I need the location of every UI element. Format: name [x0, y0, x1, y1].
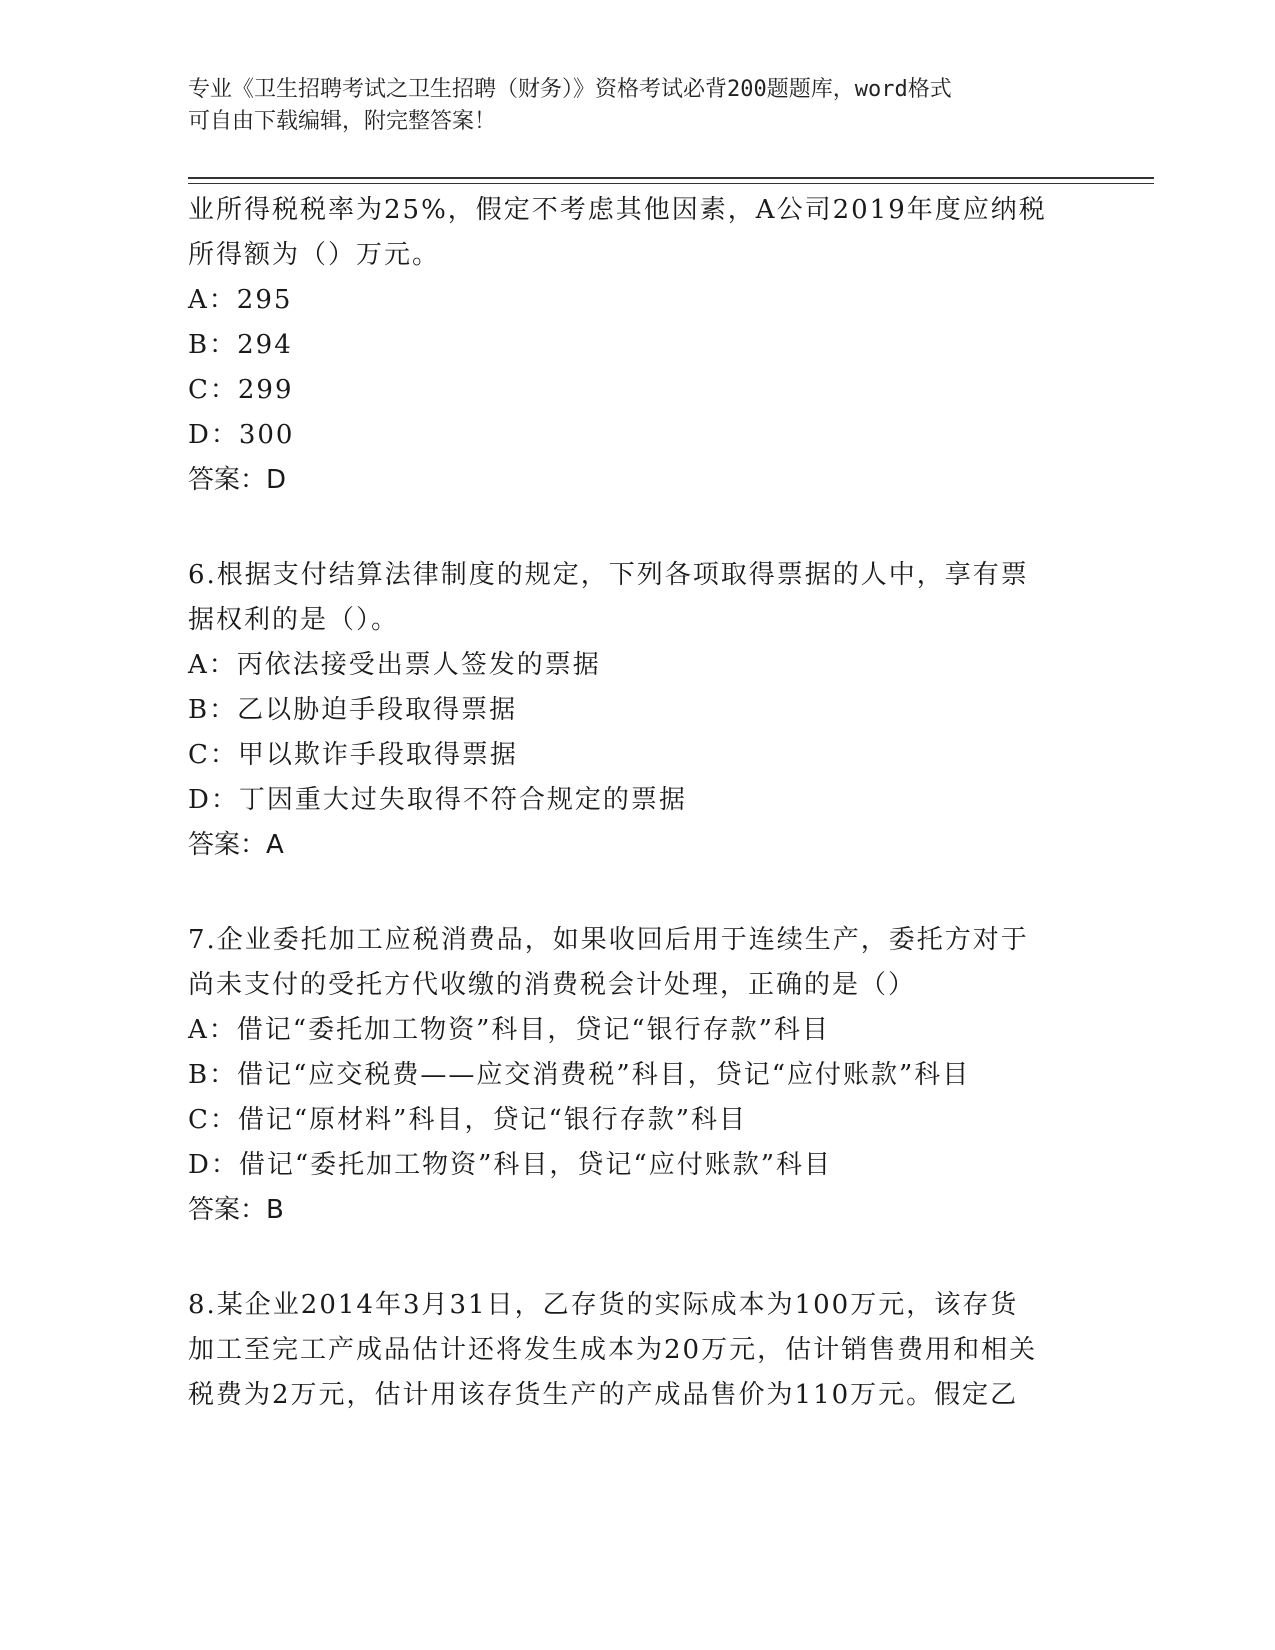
question-text: 所得额为（）万元。 — [188, 240, 441, 270]
option-c: C：甲以欺诈手段取得票据 — [188, 740, 518, 770]
document-header — [188, 74, 1068, 138]
header-divider — [188, 177, 1154, 179]
question-5 — [188, 188, 1088, 503]
option-a: A：丙依法接受出票人签发的票据 — [188, 650, 601, 680]
question-text: 业所得税税率为25%，假定不考虑其他因素，A公司2019年度应纳税 — [188, 195, 1047, 225]
option-a: A：295 — [188, 285, 293, 315]
question-8 — [188, 1283, 1088, 1418]
question-7 — [188, 918, 1088, 1233]
question-text: 加工至完工产成品估计还将发生成本为20万元，估计销售费用和相关 — [188, 1335, 1038, 1365]
answer: 答案：B — [188, 1195, 284, 1225]
question-text: 6.根据支付结算法律制度的规定，下列各项取得票据的人中，享有票 — [188, 560, 1029, 590]
option-d: D：300 — [188, 420, 295, 450]
header-line: 专业《卫生招聘考试之卫生招聘（财务）》资格考试必背200题题库，word格式 — [188, 77, 952, 102]
question-6 — [188, 553, 1088, 868]
question-text: 尚未支付的受托方代收缴的消费税会计处理，正确的是（） — [188, 970, 917, 1000]
question-list — [188, 188, 1088, 1418]
header-line: 可自由下载编辑，附完整答案！ — [188, 109, 497, 134]
option-d: D：丁因重大过失取得不符合规定的票据 — [188, 785, 687, 815]
option-b: B：乙以胁迫手段取得票据 — [188, 695, 518, 725]
question-text: 8.某企业2014年3月31日，乙存货的实际成本为100万元，该存货 — [188, 1290, 1019, 1320]
answer: 答案：A — [188, 830, 284, 860]
question-text: 据权利的是（）。 — [188, 605, 400, 635]
question-text: 税费为2万元，估计用该存货生产的产成品售价为110万元。假定乙 — [188, 1380, 1019, 1410]
option-c: C：借记“原材料”科目，贷记“银行存款”科目 — [188, 1105, 748, 1135]
header-divider — [188, 183, 1154, 184]
option-b: B：借记“应交税费——应交消费税”科目，贷记“应付账款”科目 — [188, 1060, 971, 1090]
question-text: 7.企业委托加工应税消费品，如果收回后用于连续生产，委托方对于 — [188, 925, 1029, 955]
answer: 答案：D — [188, 465, 287, 495]
option-a: A：借记“委托加工物资”科目，贷记“银行存款”科目 — [188, 1015, 830, 1045]
option-d: D：借记“委托加工物资”科目，贷记“应付账款”科目 — [188, 1150, 833, 1180]
option-c: C：299 — [188, 375, 294, 405]
option-b: B：294 — [188, 330, 293, 360]
